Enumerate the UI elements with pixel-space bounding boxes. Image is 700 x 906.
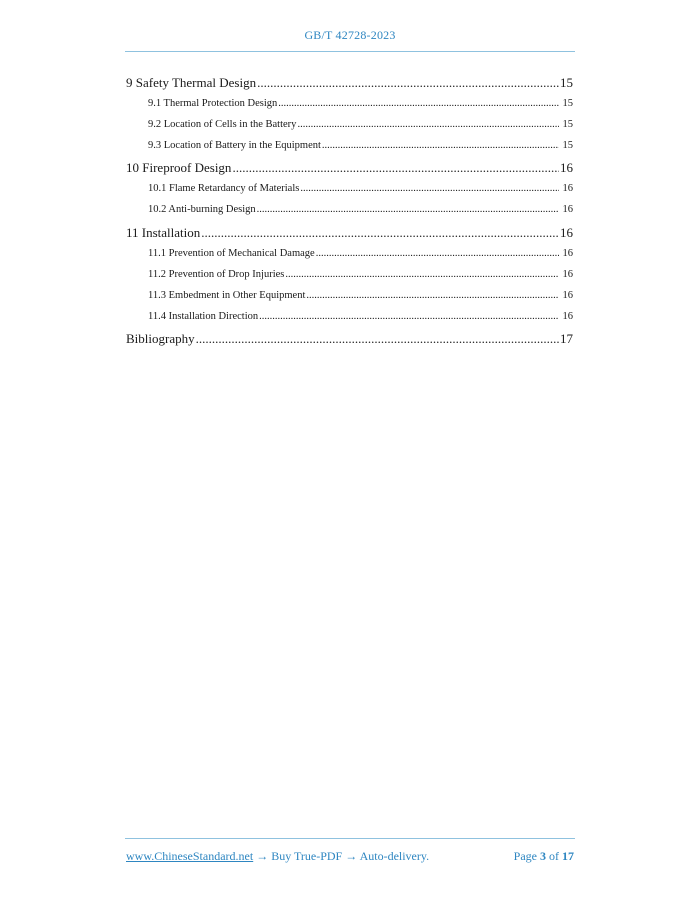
toc-entry-page: 16 bbox=[562, 289, 573, 301]
toc-entry-title: 11.1 Prevention of Mechanical Damage bbox=[148, 247, 315, 259]
toc-entry-page: 16 bbox=[562, 183, 573, 194]
header-divider bbox=[125, 51, 575, 52]
toc-entry-title: 10.2 Anti-burning Design bbox=[148, 204, 256, 215]
toc-entry-page: 16 bbox=[560, 160, 573, 175]
page-total: 17 bbox=[562, 849, 574, 863]
dot-leader bbox=[285, 264, 558, 285]
toc-entry-section[interactable] bbox=[126, 135, 573, 156]
promo-text: → Buy True-PDF → Auto-delivery. bbox=[253, 849, 430, 863]
footer-promo bbox=[126, 849, 429, 864]
document-id: GB/T 42728-2023 bbox=[304, 28, 396, 42]
toc-entry-page: 16 bbox=[562, 310, 573, 322]
toc-entry-section[interactable] bbox=[126, 264, 573, 285]
toc-entry-title: 9.1 Thermal Protection Design bbox=[148, 97, 278, 109]
site-link[interactable]: www.ChineseStandard.net bbox=[126, 849, 254, 863]
toc-entry-section[interactable] bbox=[126, 178, 573, 199]
toc-entry-title: 10 Fireproof Design bbox=[126, 160, 232, 175]
toc-entry-section[interactable] bbox=[126, 114, 573, 135]
toc-entry-page: 16 bbox=[562, 268, 573, 280]
toc-entry-chapter[interactable] bbox=[126, 328, 573, 349]
dot-leader bbox=[259, 306, 558, 327]
toc-entry-page: 17 bbox=[560, 331, 573, 346]
page-indicator bbox=[514, 849, 574, 864]
toc-entry-page: 16 bbox=[562, 204, 573, 215]
toc-entry-title: 9.3 Location of Battery in the Equipment bbox=[148, 139, 321, 151]
page-of: of bbox=[549, 849, 559, 863]
toc-entry-chapter[interactable] bbox=[126, 222, 573, 243]
toc-entry-title: 10.1 Flame Retardancy of Materials bbox=[148, 183, 300, 194]
dot-leader bbox=[257, 72, 559, 93]
toc-entry-page: 15 bbox=[562, 97, 573, 109]
document-header bbox=[125, 28, 575, 43]
dot-leader bbox=[322, 135, 559, 156]
toc-entry-chapter[interactable] bbox=[126, 72, 573, 93]
toc-entry-page: 15 bbox=[562, 139, 573, 151]
toc-entry-title: 11 Installation bbox=[126, 224, 201, 240]
toc-entry-page: 16 bbox=[560, 224, 573, 240]
toc-entry-title: 9.2 Location of Cells in the Battery bbox=[148, 118, 297, 130]
toc-entry-page: 15 bbox=[560, 74, 573, 90]
footer-divider bbox=[125, 838, 575, 839]
toc-entry-title: Bibliography bbox=[126, 331, 195, 346]
toc-entry-section[interactable] bbox=[126, 93, 573, 114]
dot-leader bbox=[300, 178, 558, 199]
toc-entry-section[interactable] bbox=[126, 243, 573, 264]
dot-leader bbox=[201, 222, 559, 243]
page-label: Page bbox=[513, 849, 537, 863]
toc-entry-chapter[interactable] bbox=[126, 157, 573, 178]
toc-entry-title: 11.4 Installation Direction bbox=[148, 310, 259, 322]
dot-leader bbox=[232, 157, 559, 178]
toc-entry-section[interactable] bbox=[126, 306, 573, 327]
dot-leader bbox=[297, 114, 558, 135]
toc-entry-section[interactable] bbox=[126, 285, 573, 306]
dot-leader bbox=[316, 243, 559, 264]
table-of-contents bbox=[126, 70, 573, 349]
page-current: 3 bbox=[540, 849, 546, 863]
dot-leader bbox=[306, 285, 558, 306]
toc-entry-page: 15 bbox=[562, 118, 573, 130]
toc-entry-title: 9 Safety Thermal Design bbox=[126, 74, 257, 90]
dot-leader bbox=[278, 93, 558, 114]
toc-entry-title: 11.3 Embedment in Other Equipment bbox=[148, 289, 306, 301]
dot-leader bbox=[257, 199, 559, 220]
toc-entry-title: 11.2 Prevention of Drop Injuries bbox=[148, 268, 285, 280]
toc-entry-section[interactable] bbox=[126, 199, 573, 220]
dot-leader bbox=[196, 328, 559, 349]
toc-entry-page: 16 bbox=[562, 247, 573, 259]
